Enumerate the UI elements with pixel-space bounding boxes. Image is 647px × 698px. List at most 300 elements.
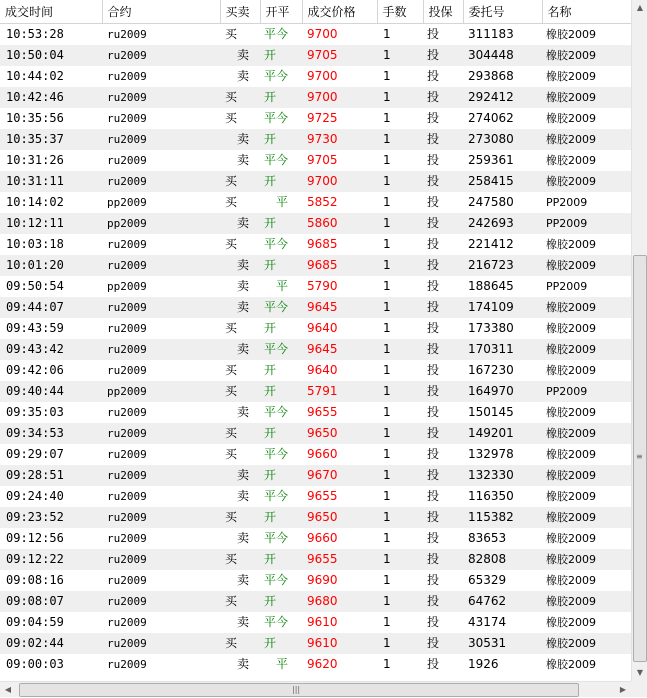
cell-side: 买 — [220, 192, 260, 213]
cell-order-id: 274062 — [463, 108, 542, 129]
table-row[interactable] — [0, 591, 631, 612]
cell-order-id: 150145 — [463, 402, 542, 423]
cell-hedge: 投 — [423, 612, 463, 633]
table-row[interactable] — [0, 549, 631, 570]
cell-side: 卖 — [220, 486, 260, 507]
cell-hedge: 投 — [423, 654, 463, 675]
cell-lots: 1 — [377, 423, 423, 444]
cell-open-close: 平今 — [260, 234, 302, 255]
cell-price: 5790 — [302, 276, 377, 297]
cell-price: 9645 — [302, 339, 377, 360]
cell-lots: 1 — [377, 66, 423, 87]
cell-open-close: 开 — [260, 549, 302, 570]
cell-hedge: 投 — [423, 633, 463, 654]
column-header-side[interactable]: 买卖 — [220, 0, 260, 24]
cell-contract: ru2009 — [102, 108, 220, 129]
cell-trade-time: 09:04:59 — [0, 612, 102, 633]
cell-lots: 1 — [377, 339, 423, 360]
cell-price: 9690 — [302, 570, 377, 591]
cell-side: 卖 — [220, 129, 260, 150]
cell-lots: 1 — [377, 192, 423, 213]
cell-trade-time: 10:53:28 — [0, 24, 102, 46]
cell-price: 9640 — [302, 318, 377, 339]
column-header-trade-time[interactable]: 成交时间 — [0, 0, 102, 24]
cell-trade-time: 09:42:06 — [0, 360, 102, 381]
cell-price: 9645 — [302, 297, 377, 318]
cell-contract: ru2009 — [102, 66, 220, 87]
table-row[interactable] — [0, 633, 631, 654]
cell-name: 橡胶2009 — [542, 423, 631, 444]
cell-contract: ru2009 — [102, 444, 220, 465]
cell-lots: 1 — [377, 549, 423, 570]
cell-name: 橡胶2009 — [542, 339, 631, 360]
cell-name: 橡胶2009 — [542, 318, 631, 339]
column-header-name[interactable]: 名称 — [542, 0, 631, 24]
cell-name: PP2009 — [542, 213, 631, 234]
cell-price: 5791 — [302, 381, 377, 402]
table-row[interactable] — [0, 45, 631, 66]
cell-price: 9655 — [302, 402, 377, 423]
column-header-lots[interactable]: 手数 — [377, 0, 423, 24]
cell-name: 橡胶2009 — [542, 255, 631, 276]
cell-lots: 1 — [377, 87, 423, 108]
cell-lots: 1 — [377, 24, 423, 46]
cell-order-id: 311183 — [463, 24, 542, 46]
cell-side: 买 — [220, 507, 260, 528]
cell-price: 9660 — [302, 444, 377, 465]
table-row[interactable] — [0, 297, 631, 318]
grip-icon: ≡ — [636, 452, 643, 461]
table-row[interactable] — [0, 234, 631, 255]
cell-contract: ru2009 — [102, 297, 220, 318]
cell-contract: ru2009 — [102, 255, 220, 276]
cell-open-close: 平 — [260, 192, 302, 213]
table-row[interactable] — [0, 381, 631, 402]
cell-price: 9700 — [302, 87, 377, 108]
cell-hedge: 投 — [423, 528, 463, 549]
cell-price: 9725 — [302, 108, 377, 129]
table-row[interactable] — [0, 339, 631, 360]
cell-hedge: 投 — [423, 465, 463, 486]
cell-trade-time: 09:08:07 — [0, 591, 102, 612]
column-header-price[interactable]: 成交价格 — [302, 0, 377, 24]
cell-order-id: 83653 — [463, 528, 542, 549]
cell-order-id: 167230 — [463, 360, 542, 381]
cell-open-close: 开 — [260, 633, 302, 654]
cell-contract: ru2009 — [102, 402, 220, 423]
vertical-scroll-thumb[interactable] — [633, 255, 647, 662]
cell-price: 9620 — [302, 654, 377, 675]
table-row[interactable] — [0, 360, 631, 381]
cell-order-id: 132330 — [463, 465, 542, 486]
cell-open-close: 平今 — [260, 612, 302, 633]
cell-open-close: 开 — [260, 381, 302, 402]
cell-side: 买 — [220, 633, 260, 654]
cell-price: 9700 — [302, 171, 377, 192]
cell-price: 9660 — [302, 528, 377, 549]
cell-order-id: 43174 — [463, 612, 542, 633]
cell-trade-time: 10:42:46 — [0, 87, 102, 108]
cell-lots: 1 — [377, 570, 423, 591]
cell-side: 卖 — [220, 465, 260, 486]
table-row[interactable] — [0, 507, 631, 528]
cell-lots: 1 — [377, 528, 423, 549]
horizontal-scrollbar[interactable] — [0, 681, 631, 697]
table-row[interactable] — [0, 612, 631, 633]
cell-lots: 1 — [377, 213, 423, 234]
cell-trade-time: 09:08:16 — [0, 570, 102, 591]
cell-open-close: 开 — [260, 507, 302, 528]
cell-side: 卖 — [220, 297, 260, 318]
cell-name: 橡胶2009 — [542, 45, 631, 66]
cell-contract: ru2009 — [102, 318, 220, 339]
scroll-left-arrow-icon[interactable]: ◀ — [4, 685, 12, 694]
column-header-order-id[interactable]: 委托号 — [463, 0, 542, 24]
cell-side: 卖 — [220, 45, 260, 66]
cell-name: PP2009 — [542, 276, 631, 297]
cell-trade-time: 09:40:44 — [0, 381, 102, 402]
cell-name: 橡胶2009 — [542, 360, 631, 381]
cell-contract: ru2009 — [102, 591, 220, 612]
cell-lots: 1 — [377, 360, 423, 381]
table-row[interactable] — [0, 213, 631, 234]
cell-open-close: 开 — [260, 318, 302, 339]
cell-name: 橡胶2009 — [542, 507, 631, 528]
table-row[interactable] — [0, 66, 631, 87]
cell-trade-time: 09:50:54 — [0, 276, 102, 297]
cell-side: 卖 — [220, 150, 260, 171]
table-row[interactable] — [0, 486, 631, 507]
cell-open-close: 开 — [260, 591, 302, 612]
cell-contract: ru2009 — [102, 171, 220, 192]
cell-side: 卖 — [220, 255, 260, 276]
cell-open-close: 平 — [260, 276, 302, 297]
cell-side: 买 — [220, 381, 260, 402]
cell-hedge: 投 — [423, 423, 463, 444]
cell-hedge: 投 — [423, 339, 463, 360]
cell-order-id: 304448 — [463, 45, 542, 66]
cell-lots: 1 — [377, 276, 423, 297]
cell-open-close: 平今 — [260, 108, 302, 129]
cell-open-close: 平今 — [260, 486, 302, 507]
table-body — [0, 24, 631, 676]
cell-order-id: 149201 — [463, 423, 542, 444]
cell-side: 买 — [220, 423, 260, 444]
cell-order-id: 216723 — [463, 255, 542, 276]
cell-name: 橡胶2009 — [542, 297, 631, 318]
table-row[interactable] — [0, 24, 631, 46]
cell-side: 买 — [220, 444, 260, 465]
cell-trade-time: 10:44:02 — [0, 66, 102, 87]
cell-trade-time: 10:03:18 — [0, 234, 102, 255]
cell-price: 5860 — [302, 213, 377, 234]
cell-hedge: 投 — [423, 276, 463, 297]
cell-name: PP2009 — [542, 192, 631, 213]
cell-price: 9680 — [302, 591, 377, 612]
table-row[interactable] — [0, 192, 631, 213]
cell-open-close: 开 — [260, 45, 302, 66]
cell-contract: ru2009 — [102, 129, 220, 150]
cell-hedge: 投 — [423, 45, 463, 66]
cell-trade-time: 10:31:26 — [0, 150, 102, 171]
cell-hedge: 投 — [423, 381, 463, 402]
cell-name: PP2009 — [542, 381, 631, 402]
cell-contract: ru2009 — [102, 486, 220, 507]
cell-price: 9655 — [302, 486, 377, 507]
cell-trade-time: 10:35:56 — [0, 108, 102, 129]
vertical-scrollbar[interactable] — [631, 0, 647, 681]
cell-price: 9685 — [302, 234, 377, 255]
table-row[interactable] — [0, 276, 631, 297]
cell-hedge: 投 — [423, 171, 463, 192]
cell-side: 卖 — [220, 339, 260, 360]
cell-lots: 1 — [377, 486, 423, 507]
cell-contract: pp2009 — [102, 381, 220, 402]
scroll-down-arrow-icon[interactable]: ▼ — [636, 668, 644, 677]
cell-order-id: 65329 — [463, 570, 542, 591]
cell-price: 9610 — [302, 612, 377, 633]
table-row[interactable] — [0, 171, 631, 192]
cell-open-close: 平今 — [260, 297, 302, 318]
cell-order-id: 170311 — [463, 339, 542, 360]
cell-name: 橡胶2009 — [542, 633, 631, 654]
cell-name: 橡胶2009 — [542, 591, 631, 612]
cell-contract: ru2009 — [102, 507, 220, 528]
table-row[interactable] — [0, 255, 631, 276]
column-header-open-close[interactable]: 开平 — [260, 0, 302, 24]
table-row[interactable] — [0, 465, 631, 486]
cell-order-id: 115382 — [463, 507, 542, 528]
cell-hedge: 投 — [423, 234, 463, 255]
cell-order-id: 221412 — [463, 234, 542, 255]
cell-side: 买 — [220, 234, 260, 255]
cell-order-id: 273080 — [463, 129, 542, 150]
cell-open-close: 平今 — [260, 150, 302, 171]
cell-hedge: 投 — [423, 87, 463, 108]
cell-open-close: 平今 — [260, 444, 302, 465]
cell-open-close: 开 — [260, 360, 302, 381]
cell-trade-time: 10:14:02 — [0, 192, 102, 213]
cell-price: 9700 — [302, 24, 377, 46]
cell-side: 卖 — [220, 528, 260, 549]
cell-price: 9655 — [302, 549, 377, 570]
cell-open-close: 开 — [260, 465, 302, 486]
cell-order-id: 132978 — [463, 444, 542, 465]
cell-trade-time: 09:23:52 — [0, 507, 102, 528]
cell-hedge: 投 — [423, 297, 463, 318]
cell-lots: 1 — [377, 234, 423, 255]
cell-side: 买 — [220, 318, 260, 339]
cell-order-id: 82808 — [463, 549, 542, 570]
cell-hedge: 投 — [423, 24, 463, 46]
cell-contract: pp2009 — [102, 192, 220, 213]
cell-order-id: 30531 — [463, 633, 542, 654]
cell-trade-time: 10:01:20 — [0, 255, 102, 276]
cell-contract: ru2009 — [102, 24, 220, 46]
cell-name: 橡胶2009 — [542, 465, 631, 486]
cell-contract: ru2009 — [102, 528, 220, 549]
cell-name: 橡胶2009 — [542, 87, 631, 108]
table-row[interactable] — [0, 87, 631, 108]
cell-hedge: 投 — [423, 360, 463, 381]
cell-order-id: 188645 — [463, 276, 542, 297]
cell-contract: pp2009 — [102, 276, 220, 297]
cell-lots: 1 — [377, 402, 423, 423]
cell-order-id: 174109 — [463, 297, 542, 318]
cell-lots: 1 — [377, 171, 423, 192]
cell-lots: 1 — [377, 612, 423, 633]
cell-contract: ru2009 — [102, 339, 220, 360]
cell-side: 卖 — [220, 66, 260, 87]
cell-lots: 1 — [377, 591, 423, 612]
cell-lots: 1 — [377, 654, 423, 675]
cell-name: 橡胶2009 — [542, 612, 631, 633]
cell-open-close: 平今 — [260, 24, 302, 46]
scroll-right-arrow-icon[interactable]: ▶ — [619, 685, 627, 694]
cell-lots: 1 — [377, 444, 423, 465]
scroll-up-arrow-icon[interactable]: ▲ — [636, 3, 644, 12]
table-row[interactable] — [0, 129, 631, 150]
cell-hedge: 投 — [423, 402, 463, 423]
cell-order-id: 292412 — [463, 87, 542, 108]
cell-side: 买 — [220, 87, 260, 108]
cell-side: 卖 — [220, 402, 260, 423]
table-row[interactable] — [0, 318, 631, 339]
cell-order-id: 259361 — [463, 150, 542, 171]
cell-hedge: 投 — [423, 507, 463, 528]
cell-contract: ru2009 — [102, 360, 220, 381]
cell-trade-time: 09:02:44 — [0, 633, 102, 654]
cell-name: 橡胶2009 — [542, 654, 631, 675]
cell-name: 橡胶2009 — [542, 234, 631, 255]
cell-trade-time: 09:12:22 — [0, 549, 102, 570]
cell-open-close: 平 — [260, 654, 302, 675]
cell-side: 买 — [220, 591, 260, 612]
cell-price: 9650 — [302, 423, 377, 444]
cell-side: 卖 — [220, 213, 260, 234]
cell-name: 橡胶2009 — [542, 129, 631, 150]
cell-side: 买 — [220, 360, 260, 381]
cell-open-close: 开 — [260, 423, 302, 444]
cell-contract: ru2009 — [102, 150, 220, 171]
cell-trade-time: 09:43:59 — [0, 318, 102, 339]
table-row[interactable] — [0, 528, 631, 549]
cell-name: 橡胶2009 — [542, 486, 631, 507]
cell-contract: ru2009 — [102, 612, 220, 633]
cell-price: 9705 — [302, 150, 377, 171]
cell-trade-time: 09:12:56 — [0, 528, 102, 549]
cell-contract: ru2009 — [102, 654, 220, 675]
cell-trade-time: 10:35:37 — [0, 129, 102, 150]
cell-side: 卖 — [220, 612, 260, 633]
cell-contract: ru2009 — [102, 87, 220, 108]
cell-open-close: 平今 — [260, 66, 302, 87]
cell-order-id: 293868 — [463, 66, 542, 87]
cell-price: 9650 — [302, 507, 377, 528]
cell-hedge: 投 — [423, 66, 463, 87]
cell-lots: 1 — [377, 150, 423, 171]
cell-contract: ru2009 — [102, 423, 220, 444]
horizontal-scroll-thumb[interactable] — [19, 683, 579, 697]
table-row[interactable] — [0, 402, 631, 423]
cell-price: 5852 — [302, 192, 377, 213]
cell-contract: pp2009 — [102, 213, 220, 234]
cell-order-id: 116350 — [463, 486, 542, 507]
cell-contract: ru2009 — [102, 234, 220, 255]
cell-hedge: 投 — [423, 318, 463, 339]
cell-open-close: 平今 — [260, 528, 302, 549]
cell-price: 9705 — [302, 45, 377, 66]
cell-trade-time: 10:50:04 — [0, 45, 102, 66]
cell-hedge: 投 — [423, 129, 463, 150]
cell-order-id: 258415 — [463, 171, 542, 192]
cell-price: 9610 — [302, 633, 377, 654]
cell-trade-time: 09:29:07 — [0, 444, 102, 465]
cell-trade-time: 09:28:51 — [0, 465, 102, 486]
cell-name: 橡胶2009 — [542, 402, 631, 423]
scrollbar-corner — [631, 681, 647, 697]
cell-lots: 1 — [377, 129, 423, 150]
cell-price: 9640 — [302, 360, 377, 381]
cell-price: 9670 — [302, 465, 377, 486]
cell-trade-time: 09:35:03 — [0, 402, 102, 423]
cell-trade-time: 09:44:07 — [0, 297, 102, 318]
table-row[interactable] — [0, 654, 631, 675]
cell-name: 橡胶2009 — [542, 150, 631, 171]
cell-trade-time: 09:34:53 — [0, 423, 102, 444]
cell-open-close: 开 — [260, 87, 302, 108]
cell-side: 买 — [220, 171, 260, 192]
cell-contract: ru2009 — [102, 465, 220, 486]
table-row[interactable] — [0, 423, 631, 444]
table-row[interactable] — [0, 150, 631, 171]
cell-lots: 1 — [377, 45, 423, 66]
cell-lots: 1 — [377, 633, 423, 654]
column-header-hedge[interactable]: 投保 — [423, 0, 463, 24]
cell-lots: 1 — [377, 108, 423, 129]
table-row[interactable] — [0, 444, 631, 465]
table-row[interactable] — [0, 108, 631, 129]
cell-hedge: 投 — [423, 213, 463, 234]
cell-name: 橡胶2009 — [542, 108, 631, 129]
cell-trade-time: 09:24:40 — [0, 486, 102, 507]
cell-price: 9700 — [302, 66, 377, 87]
cell-lots: 1 — [377, 255, 423, 276]
cell-side: 卖 — [220, 276, 260, 297]
grip-icon: ||| — [292, 685, 301, 694]
cell-hedge: 投 — [423, 108, 463, 129]
table-row[interactable] — [0, 570, 631, 591]
cell-open-close: 开 — [260, 213, 302, 234]
cell-open-close: 开 — [260, 171, 302, 192]
cell-side: 买 — [220, 24, 260, 46]
cell-name: 橡胶2009 — [542, 549, 631, 570]
column-header-contract[interactable]: 合约 — [102, 0, 220, 24]
cell-order-id: 164970 — [463, 381, 542, 402]
cell-side: 买 — [220, 108, 260, 129]
cell-order-id: 173380 — [463, 318, 542, 339]
cell-lots: 1 — [377, 318, 423, 339]
cell-trade-time: 09:00:03 — [0, 654, 102, 675]
cell-order-id: 1926 — [463, 654, 542, 675]
cell-contract: ru2009 — [102, 633, 220, 654]
cell-side: 卖 — [220, 570, 260, 591]
cell-contract: ru2009 — [102, 570, 220, 591]
cell-hedge: 投 — [423, 255, 463, 276]
cell-lots: 1 — [377, 465, 423, 486]
cell-hedge: 投 — [423, 192, 463, 213]
cell-name: 橡胶2009 — [542, 24, 631, 46]
